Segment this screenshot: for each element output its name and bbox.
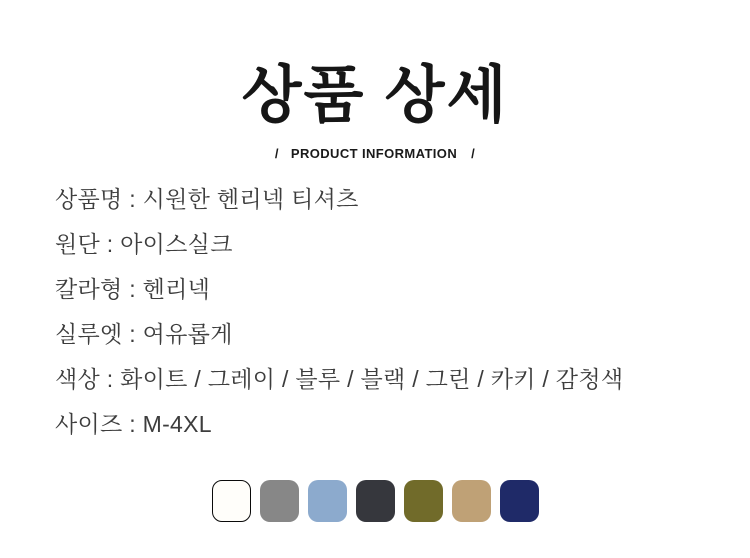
subtitle-text: PRODUCT INFORMATION bbox=[290, 146, 458, 162]
color-swatch-black bbox=[356, 480, 395, 522]
section-subtitle bbox=[0, 146, 750, 161]
detail-label: 칼라형 bbox=[55, 276, 123, 303]
color-swatch-khaki bbox=[452, 480, 491, 522]
product-details-list bbox=[55, 177, 750, 447]
detail-label: 상품명 bbox=[55, 186, 123, 213]
detail-separator: : bbox=[100, 231, 121, 258]
detail-row-fabric bbox=[55, 222, 750, 267]
color-swatch-green bbox=[404, 480, 443, 522]
detail-row-silhouette bbox=[55, 312, 750, 357]
color-swatch-blue bbox=[308, 480, 347, 522]
detail-separator: : bbox=[122, 276, 143, 303]
detail-label: 색상 bbox=[55, 366, 101, 393]
detail-separator: : bbox=[100, 366, 121, 393]
detail-separator: : bbox=[122, 411, 143, 438]
detail-value: 화이트 / 그레이 / 블루 / 블랙 / 그린 / 카키 / 감청색 bbox=[120, 366, 624, 393]
detail-value: 시원한 헨리넥 티셔츠 bbox=[142, 186, 359, 213]
detail-label: 사이즈 bbox=[55, 411, 123, 438]
detail-separator: : bbox=[122, 186, 143, 213]
detail-value: 여유롭게 bbox=[142, 321, 233, 348]
detail-row-colors bbox=[55, 357, 750, 402]
detail-separator: : bbox=[122, 321, 143, 348]
color-swatch-row bbox=[0, 480, 750, 522]
color-swatch-navy bbox=[500, 480, 539, 522]
color-swatch-white bbox=[212, 480, 251, 522]
subtitle-slash-right: / bbox=[471, 146, 476, 162]
detail-row-size bbox=[55, 402, 750, 447]
detail-row-product-name bbox=[55, 177, 750, 222]
detail-label: 실루엣 bbox=[55, 321, 123, 348]
detail-value: 헨리넥 bbox=[142, 276, 211, 303]
subtitle-slash-left: / bbox=[274, 146, 279, 162]
detail-row-collar-type bbox=[55, 267, 750, 312]
section-header bbox=[0, 0, 750, 161]
page-title: 상품 상세 bbox=[241, 61, 509, 130]
detail-value: 아이스실크 bbox=[120, 231, 233, 258]
detail-value: M-4XL bbox=[142, 411, 212, 438]
detail-label: 원단 bbox=[55, 231, 101, 258]
color-swatch-gray bbox=[260, 480, 299, 522]
